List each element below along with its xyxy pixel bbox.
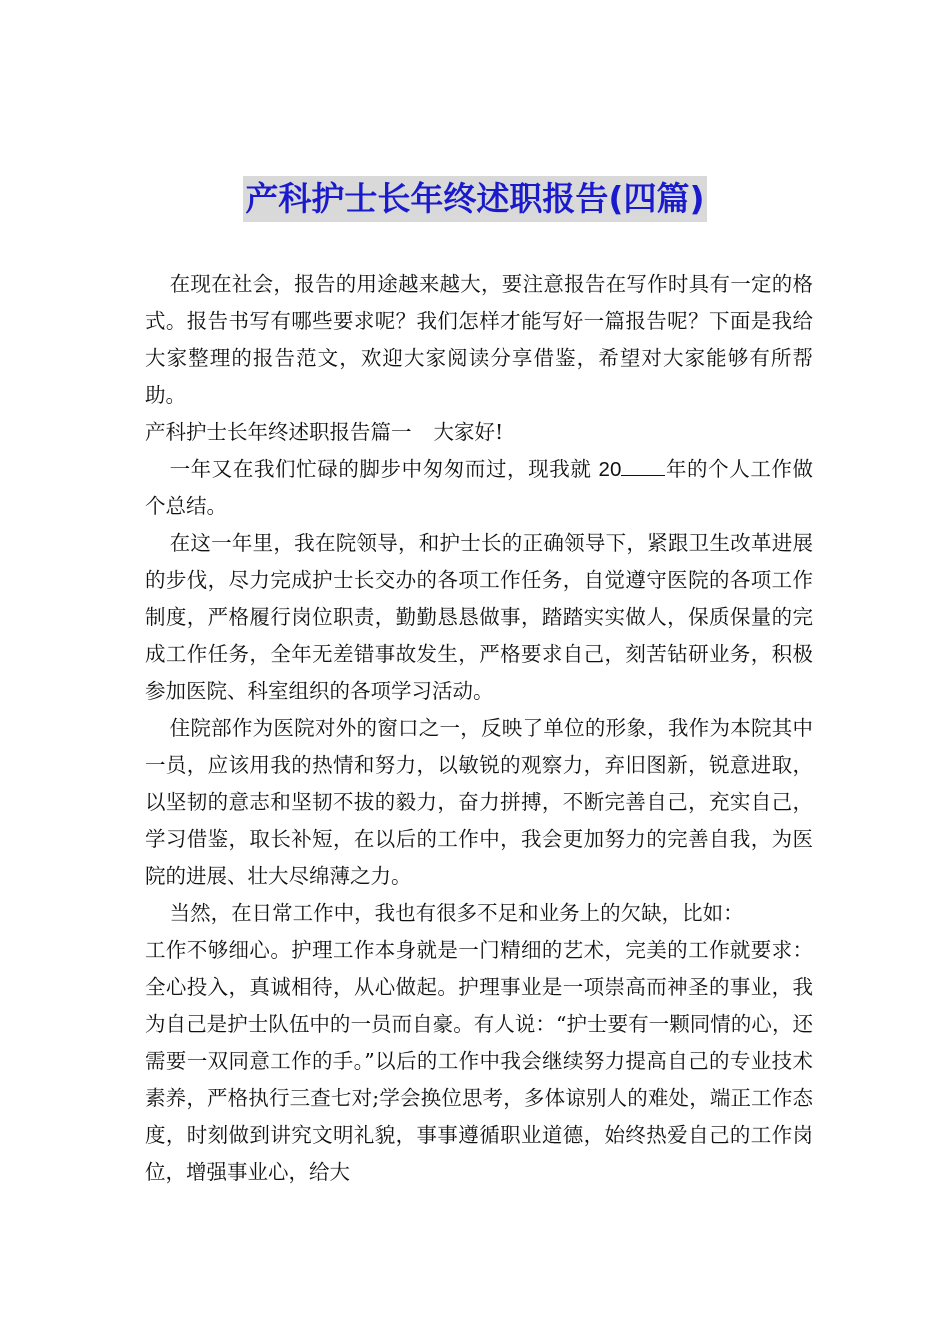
- year-blank: [621, 455, 665, 476]
- paragraph-3: 住院部作为医院对外的窗口之一，反映了单位的形象，我作为本院其中一员，应该用我的热情和努力，以敏锐的观察力，弃旧图新，锐意进取，以坚韧的意志和坚韧不拔的毅力，奋力拼搏，不断完善自己，充实自己，学习借鉴，取长补短，在以后的工作中，我会更加努力的完善自我，为医院的进展、壮大尽绵薄之力。: [145, 716, 813, 888]
- title-container: [0, 176, 950, 222]
- intro-paragraph: 在现在社会，报告的用途越来越大，要注意报告在写作时具有一定的格式。报告书写有哪些要求呢？我们怎样才能写好一篇报告呢？下面是我给大家整理的报告范文，欢迎大家阅读分享借鉴，希望对大家能够有所帮助。: [145, 272, 813, 407]
- greeting: 大家好!: [433, 420, 504, 444]
- paragraph-4: 当然，在日常工作中，我也有很多不足和业务上的欠缺，比如：: [169, 901, 744, 925]
- paragraph-1-before: 一年又在我们忙碌的脚步中匆匆而过，现我就: [169, 457, 592, 481]
- document-body: [145, 266, 813, 1191]
- year-prefix: 20: [598, 458, 622, 481]
- paragraph-1: [145, 451, 813, 525]
- section-heading: 产科护士长年终述职报告篇一: [145, 420, 412, 444]
- section-heading-line: [145, 414, 813, 451]
- document-title: 产科护士长年终述职报告(四篇): [243, 176, 706, 222]
- paragraph-2: 在这一年里，我在院领导，和护士长的正确领导下，紧跟卫生改革进展的步伐，尽力完成护士长交办的各项工作任务，自觉遵守医院的各项工作制度，严格履行岗位职责，勤勤恳恳做事，踏踏实实做人，保质保量的完成工作任务，全年无差错事故发生，严格要求自己，刻苦钻研业务，积极参加医院、科室组织的各项学习活动。: [145, 531, 813, 703]
- paragraph-5: 工作不够细心。护理工作本身就是一门精细的艺术，完美的工作就要求：全心投入，真诚相待，从心做起。护理事业是一项崇高而神圣的事业，我为自己是护士队伍中的一员而自豪。有人说：“护士要有一颗同情的心，还需要一双同意工作的手。”以后的工作中我会继续努力提高自己的专业技术素养，严格执行三查七对;学会换位思考，多体谅别人的难处，端正工作态度，时刻做到讲究文明礼貌，事事遵循职业道德，始终热爱自己的工作岗位，增强事业心，给大: [145, 938, 813, 1184]
- paragraph-1-after: 年的个人工作做个总结。: [145, 457, 813, 518]
